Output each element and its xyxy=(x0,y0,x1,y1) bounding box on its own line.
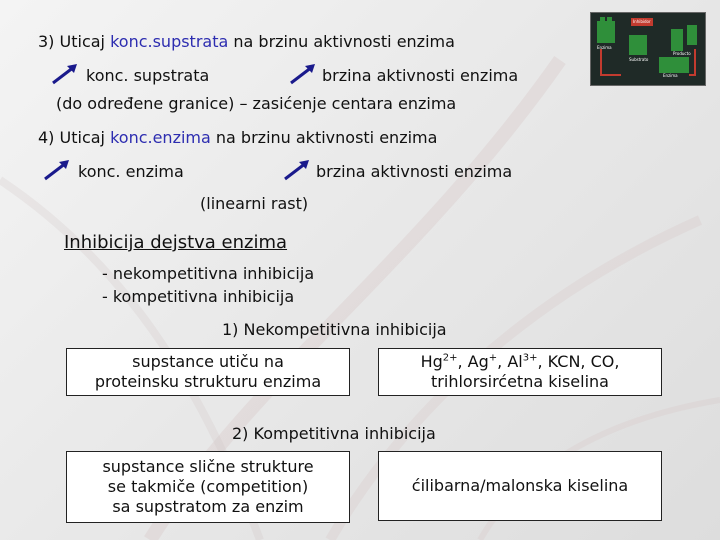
thumb-label-0: Enzima xyxy=(597,45,612,50)
thumb-label-2: Inhibidor xyxy=(633,19,651,24)
noncompetitive-examples-box xyxy=(378,348,662,396)
competitive-examples-text: ćilibarna/malonska kiselina xyxy=(411,476,629,495)
section3-colored-term: konc.supstrata xyxy=(110,32,229,51)
inhibition-item-noncompetitive: - nekompetitivna inhibicija xyxy=(102,264,315,283)
noncompetitive-desc-line1: supstance utiču na xyxy=(132,352,284,371)
enzyme-inhibition-thumbnail xyxy=(590,12,706,86)
competitive-desc-line3: sa supstratom za enzim xyxy=(112,497,304,516)
up-arrow-icon xyxy=(282,158,312,182)
noncompetitive-examples-line1 xyxy=(421,352,620,372)
up-arrow-icon xyxy=(42,158,72,182)
ion-ag: , Ag xyxy=(457,352,489,371)
section4-heading xyxy=(38,128,437,147)
thumb-label-1: Substrato xyxy=(629,57,649,62)
noncompetitive-examples-line2: trihlorsirćetna kiselina xyxy=(431,372,609,391)
enzyme-diagram-illustration xyxy=(591,13,705,85)
up-arrow-icon xyxy=(50,62,80,86)
section4-number: 4) Uticaj xyxy=(38,128,111,147)
competitive-desc-line2: se takmiče (competition) xyxy=(107,477,309,496)
section3-heading xyxy=(38,32,455,51)
ion-hg-charge: 2+ xyxy=(442,352,458,364)
noncompetitive-title: 1) Nekompetitivna inhibicija xyxy=(222,320,447,339)
section4-left-term: konc. enzima xyxy=(78,162,184,181)
ion-al: , Al xyxy=(497,352,523,371)
noncompetitive-description-box xyxy=(66,348,350,396)
section3-note: (do određene granice) – zasićenje centara enzima xyxy=(56,94,457,113)
noncompetitive-desc-line2: proteinsku strukturu enzima xyxy=(94,372,322,391)
ion-ag-charge: + xyxy=(488,352,498,364)
inhibition-heading: Inhibicija dejstva enzima xyxy=(64,232,288,253)
section4-colored-term: konc.enzima xyxy=(110,128,211,147)
section3-rest: na brzinu aktivnosti enzima xyxy=(228,32,455,51)
ion-hg: Hg xyxy=(420,352,443,371)
competitive-title: 2) Kompetitivna inhibicija xyxy=(232,424,436,443)
section4-right-term: brzina aktivnosti enzima xyxy=(316,162,513,181)
section3-right-term: brzina aktivnosti enzima xyxy=(322,66,519,85)
thumb-label-3: Producto xyxy=(673,51,691,56)
competitive-desc-line1: supstance slične strukture xyxy=(102,457,314,476)
up-arrow-icon xyxy=(288,62,318,86)
section4-note: (linearni rast) xyxy=(200,194,309,213)
competitive-description-box xyxy=(66,451,350,523)
inhibition-item-competitive: - kompetitivna inhibicija xyxy=(102,287,295,306)
ion-al-charge: 3+ xyxy=(522,352,538,364)
section3-number: 3) Uticaj xyxy=(38,32,111,51)
other-inhibitors: , KCN, CO, xyxy=(537,352,620,371)
section4-rest: na brzinu aktivnosti enzima xyxy=(210,128,438,147)
section3-left-term: konc. supstrata xyxy=(86,66,210,85)
competitive-examples-box xyxy=(378,451,662,521)
thumb-label-4: Enzima xyxy=(663,73,678,78)
